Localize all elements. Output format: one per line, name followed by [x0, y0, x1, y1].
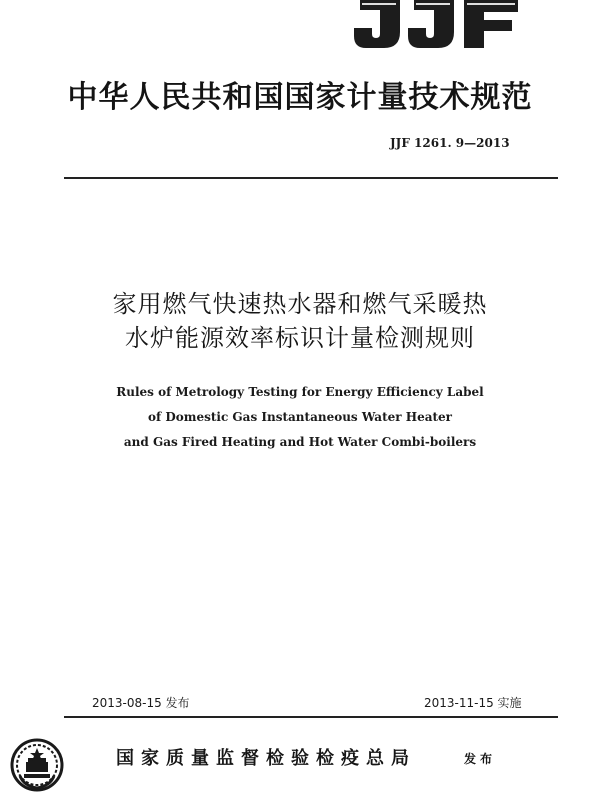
jjf-logo-icon [352, 0, 522, 52]
en-title-line-1: Rules of Metrology Testing for Energy Efficiency Label [116, 385, 484, 399]
issue-date: 2013-08-15 发布 [92, 696, 190, 710]
en-title-line-3: and Gas Fired Heating and Hot Water Combi-boilers [123, 435, 477, 449]
standard-number: JJF 1261. 9—2013 [390, 136, 510, 150]
cn-title-line-2: 水炉能源效率标识计量检测规则 [125, 324, 475, 352]
en-title-line-2: of Domestic Gas Instantaneous Water Heater [148, 410, 452, 424]
top-divider [64, 177, 558, 179]
implementation-date: 2013-11-15 实施 [424, 696, 522, 710]
publisher-name: 国家质量监督检验检疫总局 [116, 748, 416, 769]
bottom-divider [64, 716, 558, 718]
national-emblem-icon [10, 738, 64, 792]
org-title: 中华人民共和国国家计量技术规范 [67, 80, 533, 115]
cn-title-line-1: 家用燃气快速热水器和燃气采暖热 [112, 290, 488, 318]
publish-label: 发布 [464, 752, 497, 766]
jjf-logo [352, 0, 522, 52]
